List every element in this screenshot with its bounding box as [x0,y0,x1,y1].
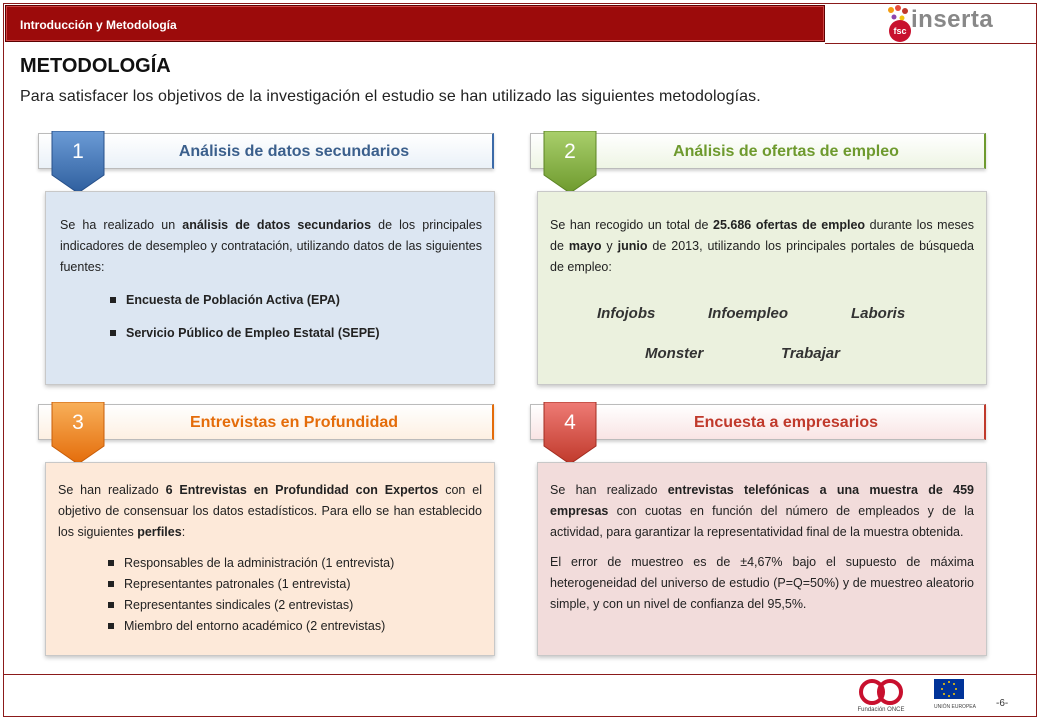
list-item: Encuesta de Población Activa (EPA) [110,290,482,311]
eu-flag-icon [930,677,985,717]
portal-infojobs: Infojobs [597,305,656,322]
panel-1-badge [50,131,106,195]
logo-fsc-badge: fsc [889,20,911,42]
panel-3-number: 3 [72,411,84,434]
panel-4-text-2: El error de muestreo es de ±4,67% bajo el supuesto de máxima heterogeneidad del universo de estudio (P=Q=50%) y de muestreo aleatorio simple, y con un nivel de confianza del 95,5%. [550,555,974,611]
page-number: -6- [996,698,1009,709]
fundacion-once-icon [850,677,912,717]
eu-logo [930,677,985,717]
panel-2-title: Análisis de ofertas de empleo [673,143,899,160]
panel-4-header [530,404,986,440]
panel-4-title: Encuesta a empresarios [693,414,879,431]
panel-3-header [38,404,494,440]
panel-2-badge [542,131,598,195]
panel-1-bullets [110,290,482,344]
panel-1-number: 1 [72,140,84,163]
panel-4-text: Se han realizado entrevistas telefónicas a una muestra de 459 empresas con cuotas en función del número de empleados y de la actividad, para garantizar la representatividad final de la muestra obtenida. [550,483,974,539]
panel-4-body [537,462,987,656]
inserta-logo [885,4,995,44]
panel-3-badge [50,402,106,466]
list-item: Representantes sindicales (2 entrevistas) [108,595,482,616]
list-item: Miembro del entorno académico (2 entrevistas) [108,616,482,637]
panel-3-bullets [108,553,482,637]
list-item: Representantes patronales (1 entrevista) [108,574,482,595]
fundacion-once-logo [850,677,912,717]
panel-2-header [530,133,986,169]
panel-3-title: Entrevistas en Profundidad [189,414,399,431]
panel-3-text: Se han realizado 6 Entrevistas en Profundidad con Expertos con el objetivo de consensuar los datos estadísticos. Para ello se han establecido los siguientes perfiles: [58,483,482,539]
intro-text: Para satisfacer los objetivos de la investigación el estudio se han utilizado las siguientes metodologías. [20,88,761,105]
section-header-bar [5,5,825,42]
panel-1-title: Análisis de datos secundarios [178,143,410,160]
list-item: Servicio Público de Empleo Estatal (SEPE) [110,323,482,344]
portal-infoempleo: Infoempleo [708,305,789,322]
section-title: Introducción y Metodología [20,18,177,32]
svg-text:UNIÓN EUROPEA: UNIÓN EUROPEA [934,704,976,710]
panel-2-text: Se han recogido un total de 25.686 ofertas de empleo durante los meses de mayo y junio de 2013, utilizando los principales portales de búsqueda de empleo: [550,218,974,274]
panel-4-number: 4 [564,411,576,434]
portal-trabajar: Trabajar [781,345,840,362]
list-item: Responsables de la administración (1 entrevista) [108,553,482,574]
panel-1-header [38,133,494,169]
panel-1-body [45,191,495,385]
logo-wordmark: inserta [911,6,994,33]
panel-2-number: 2 [564,140,576,163]
page-title: METODOLOGÍA [20,55,171,77]
portal-laboris: Laboris [851,305,906,322]
footer-rule [3,674,1037,675]
portal-monster: Monster [645,345,704,362]
panel-4-badge [542,402,598,466]
svg-text:Fundación ONCE: Fundación ONCE [857,707,905,713]
panel-2-body [537,191,987,385]
panel-3-body [45,462,495,656]
panel-1-text: Se ha realizado un análisis de datos secundarios de los principales indicadores de desempleo y contratación, utilizando datos de las siguientes fuentes: [60,218,482,274]
